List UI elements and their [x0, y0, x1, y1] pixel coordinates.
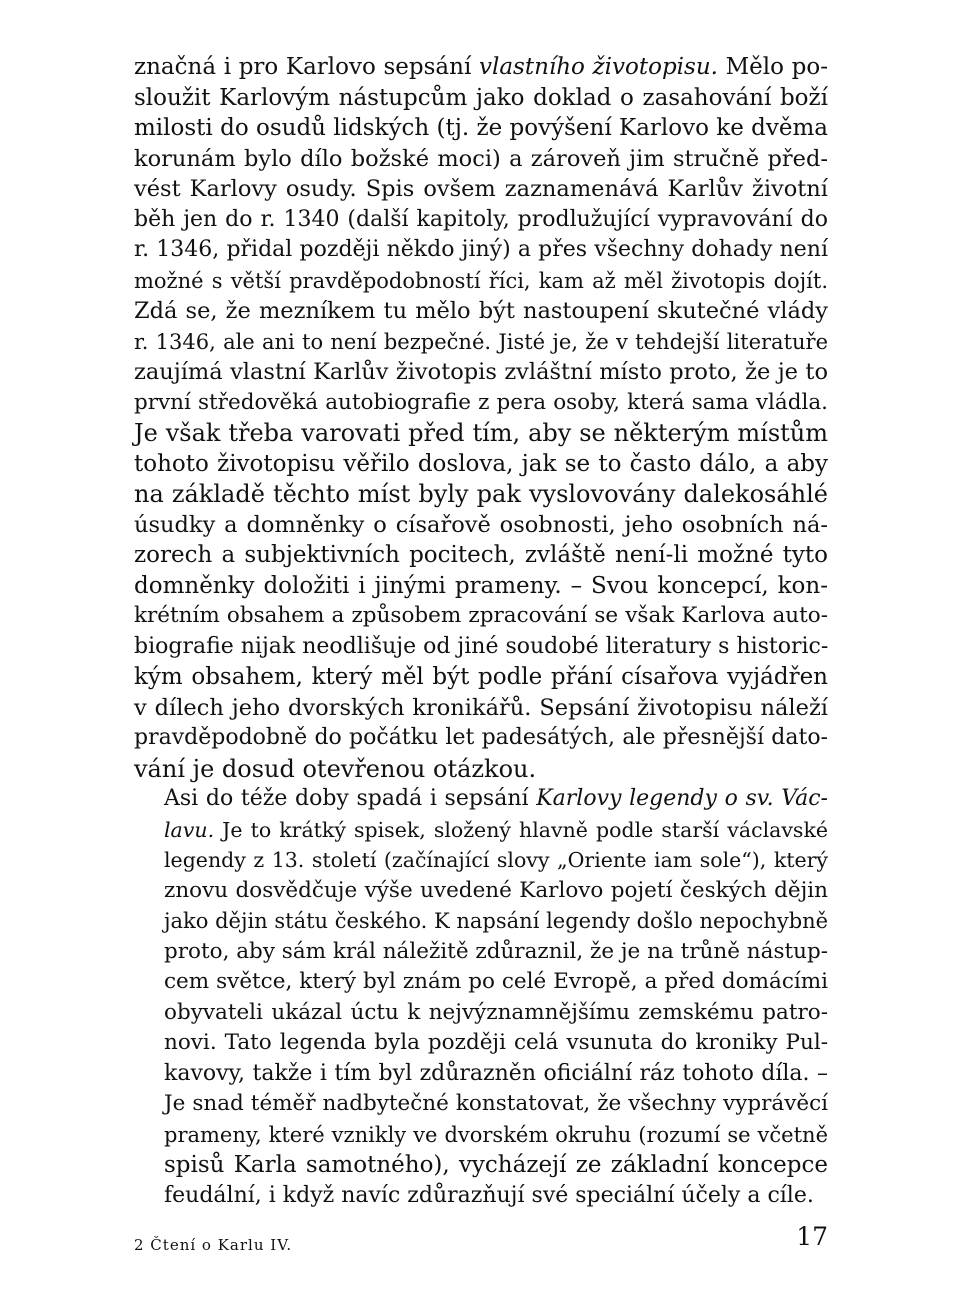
text-line	[134, 52, 828, 83]
text-line	[134, 876, 828, 907]
text-run: na základě těchto míst byly pak vyslovovány dalekosáhlé	[134, 480, 828, 508]
text-run: prameny, které vznikly ve dvorském okruhu (rozumí se včetně	[164, 1122, 828, 1147]
text-run: spisů Karla samotného), vycházejí ze základní koncepce	[164, 1152, 828, 1178]
text-run: tohoto životopisu věřilo doslova, jak se to často dálo, a aby	[134, 450, 828, 477]
text-line	[134, 998, 828, 1029]
text-line	[134, 144, 828, 175]
italic-title: lavu.	[164, 817, 215, 842]
text-line	[134, 357, 828, 388]
text-run: v dílech jeho dvorských kronikářů. Sepsání životopisu náleží	[134, 694, 828, 721]
text-line	[134, 1028, 828, 1059]
text-run: značná i pro Karlovo sepsání	[134, 54, 479, 80]
text-run: r. 1346, ale ani to není bezpečné. Jisté je, že v tehdejší literatuře	[134, 329, 828, 354]
text-run: korunám bylo dílo božské moci) a zároveň jim stručně před-	[134, 145, 828, 172]
text-line	[134, 754, 828, 785]
text-run: pravděpodobně do počátku let padesátých, ale přesnější dato-	[134, 725, 828, 750]
text-line	[134, 571, 828, 602]
italic-title: Karlovy legendy o sv. Vác-	[536, 786, 828, 811]
printer-signature: 2 Čtení o Karlu IV.	[134, 1236, 293, 1254]
text-line	[134, 601, 828, 632]
text-run: novi. Tato legenda byla později celá vsunuta do kroniky Pul-	[164, 1030, 828, 1055]
text-run: zorech a subjektivních pocitech, zvláště není-li možné tyto	[134, 542, 828, 568]
text-line	[134, 906, 828, 937]
text-run: vání je dosud otevřenou otázkou.	[134, 754, 537, 783]
text-run: první středověká autobiografie z pera osoby, která sama vládla.	[134, 389, 828, 415]
text-line	[134, 845, 828, 876]
italic-title: vlastního životopisu.	[478, 54, 718, 80]
text-run: Je to krátký spisek, složený hlavně podle starší václavské	[214, 817, 828, 842]
text-line	[134, 235, 828, 266]
text-line	[134, 449, 828, 480]
text-run: obyvateli ukázal úctu k nejvýznamnějšímu zemskému patro-	[164, 999, 828, 1025]
text-line	[134, 632, 828, 663]
text-run: Zdá se, že mezníkem tu mělo být nastoupení skutečné vlády	[134, 298, 828, 324]
page-number: 17	[796, 1222, 828, 1251]
text-run: zaujímá vlastní Karlův životopis zvláštní místo proto, že je to	[134, 359, 828, 385]
text-run: legendy z 13. století (začínající slovy „Oriente iam sole“), který	[164, 848, 828, 872]
paragraph	[134, 52, 828, 784]
text-line	[134, 174, 828, 205]
text-line	[134, 1089, 828, 1120]
text-run: možné s větší pravděpodobností říci, kam až měl životopis dojít.	[134, 268, 828, 293]
text-line	[134, 815, 828, 846]
text-run: biografie nijak neodlišuje od jiné soudobé literatury s historic-	[134, 633, 829, 659]
body-text	[134, 52, 828, 1211]
text-run: kavovy, takže i tím byl zdůrazněn oficiální ráz tohoto díla. –	[164, 1060, 828, 1086]
text-line	[134, 83, 828, 114]
text-line	[134, 1059, 828, 1090]
text-line	[134, 418, 828, 449]
text-run: feudální, i když navíc zdůrazňují své speciální účely a cíle.	[164, 1182, 814, 1208]
text-line	[134, 540, 828, 571]
text-run: proto, aby sám král náležitě zdůraznil, že je na trůně nástup-	[164, 938, 828, 964]
text-run: kým obsahem, který měl být podle přání císařova vyjádřen	[134, 664, 828, 690]
text-run: jako dějin státu českého. K napsání legendy došlo nepochybně	[164, 909, 829, 933]
text-run: milosti do osudů lidských (tj. že povýšení Karlovo ke dvěma	[134, 115, 828, 141]
text-line	[134, 1181, 828, 1212]
text-run: znovu dosvědčuje výše uvedené Karlovo pojetí českých dějin	[164, 877, 828, 903]
text-run: Asi do téže doby spadá i sepsání	[164, 786, 537, 811]
paragraph	[134, 784, 828, 1211]
text-line	[134, 1120, 828, 1151]
text-line	[134, 723, 828, 754]
text-line	[134, 1150, 828, 1181]
text-run: běh jen do r. 1340 (další kapitoly, prodlužující vypravování do	[134, 206, 828, 232]
text-line	[134, 266, 828, 297]
text-run: r. 1346, přidal později někdo jiný) a přes všechny dohady není	[134, 237, 828, 262]
text-run: Je snad téměř nadbytečné konstatovat, že všechny vyprávěcí	[164, 1091, 828, 1116]
text-line	[134, 388, 828, 419]
page-footer	[134, 1222, 828, 1262]
text-line	[134, 327, 828, 358]
text-line	[134, 113, 828, 144]
text-line	[134, 510, 828, 541]
text-run: Mělo po-	[717, 54, 828, 80]
text-run: vést Karlovy osudy. Spis ovšem zaznamenává Karlův životní	[134, 176, 828, 202]
text-run: Je však třeba varovati před tím, aby se některým místům	[134, 419, 828, 447]
text-run: úsudky a domněnky o císařově osobnosti, jeho osobních ná-	[134, 511, 828, 538]
text-line	[134, 937, 828, 968]
text-line	[134, 479, 828, 510]
text-line	[134, 693, 828, 724]
text-run: cem světce, který byl znám po celé Evropě, a před domácími	[164, 969, 828, 994]
text-line	[134, 784, 828, 815]
text-line	[134, 662, 828, 693]
text-line	[134, 205, 828, 236]
text-line	[134, 296, 828, 327]
text-line	[134, 967, 828, 998]
text-run: sloužit Karlovým nástupcům jako doklad o zasahování boží	[134, 84, 828, 111]
paragraph-container	[134, 52, 828, 1211]
text-run: krétním obsahem a způsobem zpracování se však Karlova auto-	[134, 603, 828, 628]
text-run: domněnky doložiti i jinými prameny. – Svou koncepcí, kon-	[134, 572, 828, 599]
